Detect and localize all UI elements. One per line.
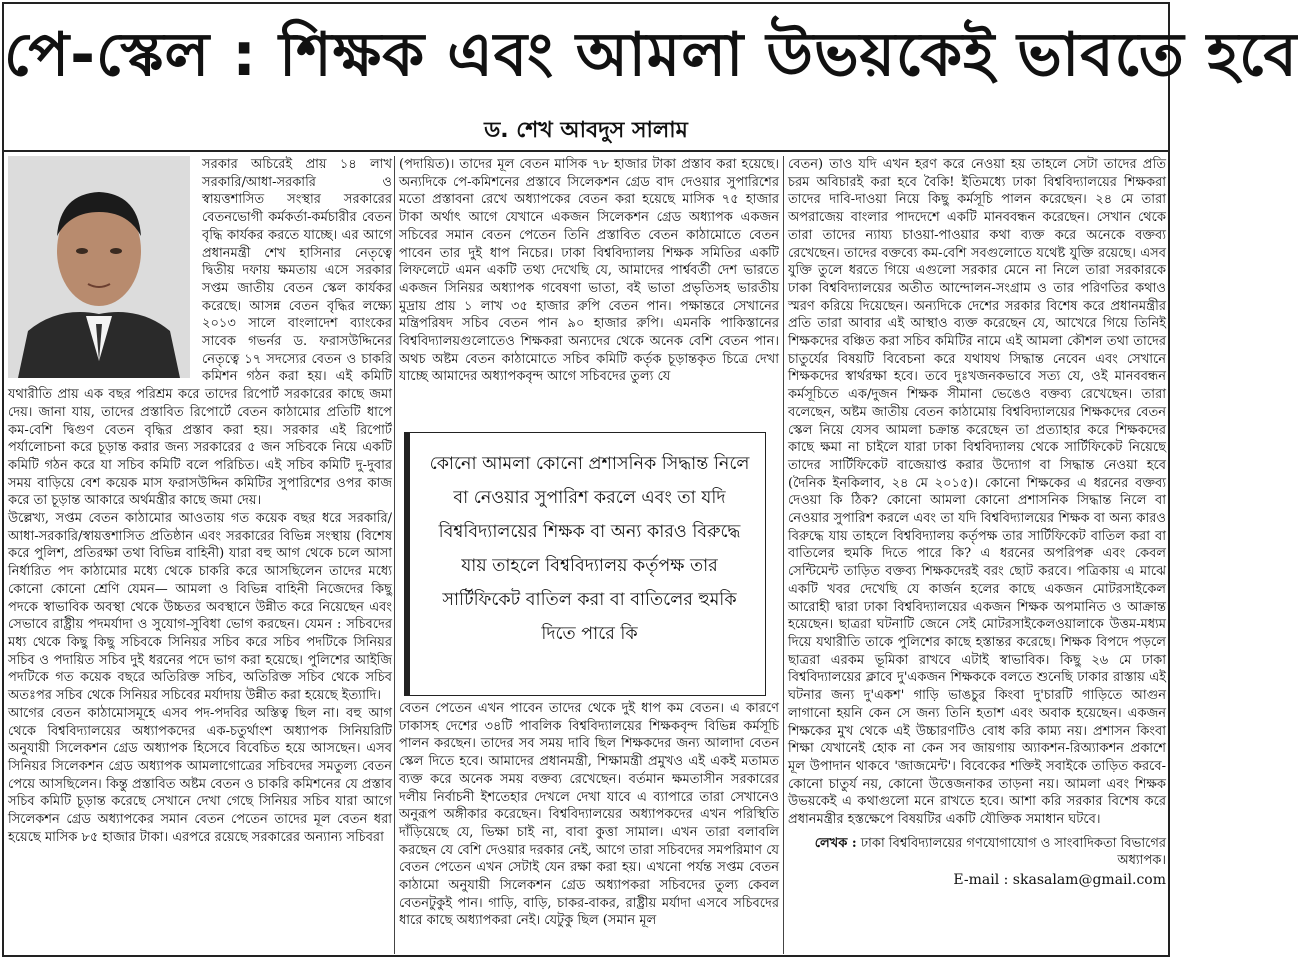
- paragraph: বেতন) তাও যদি এখন হরণ করে নেওয়া হয় তাহলে সেটা তাদের প্রতি চরম অবিচারই করা হবে বৈকি! ইতিমধ্যে ঢাকা বিশ্ববিদ্যালয়ের শিক্ষকরা তাদের দাবি-দাওয়া নিয়ে কিছু কর্মসূচি পালন করেছেন। ২৪ মে তারা অপরাজেয় বাংলার পাদদেশে একটি মানববন্ধন করেছেন। সেখান থেকে তারা তাদের ন্যায্য চাওয়া-পাওয়ার কথা ব্যক্ত করে অনেকে বক্তব্য রেখেছেন। তাদের বক্তব্যে কম-বেশি সবগুলোতে যথেষ্ট যুক্তি রয়েছে। এসব যুক্তি তুলে ধরতে গিয়ে এগুলো সরকার মেনে না নিলে তারা সরকারকে ঢাকা বিশ্ববিদ্যালয়ের অতীত আন্দোলন-সংগ্রাম ও তার পরিণতির কথাও স্মরণ করিয়ে দিয়েছেন। অন্যদিকে দেশের সরকার বিশেষ করে প্রধানমন্ত্রীর প্রতি তারা আবার এই আস্থাও ব্যক্ত করেছেন যে, আখেরে গিয়ে তিনিই শিক্ষকদের বঞ্চিত করা সচিব কমিটির নামে এই আমলা কৌশল তথা তাদের চাতুর্যের বিষয়টি বিবেচনা করে যথাযথ সিদ্ধান্ত নেবেন এবং সেখানে শিক্ষকদের স্বার্থরক্ষা হবে। তবে দুঃখজনকভাবে সত্য যে, ওই মানববন্ধন কর্মসূচিতে এক/দুজন শিক্ষক সীমানা ভেঙেও বক্তব্য রেখেছেন। তারা বলেছেন, অষ্টম জাতীয় বেতন কাঠামোয় বিশ্ববিদ্যালয়ের শিক্ষকদের বেতন স্কেল নিয়ে যেসব আমলা চক্রান্ত করেছেন তা প্রত্যাহার করে শিক্ষকদের কাছে ক্ষমা না চাইলে যারা ঢাকা বিশ্ববিদ্যালয় থেকে সার্টিফিকেট নিয়েছে তাদের সার্টিফিকেট বাজেয়াপ্ত করার উদ্যোগ বা সিদ্ধান্ত নেওয়া হবে (দৈনিক ইনকিলাব, ২৪ মে ২০১৫)। কোনো শিক্ষকের এ ধরনের বক্তব্য দেওয়া কি ঠিক? কোনো আমলা কোনো প্রশাসনিক সিদ্ধান্ত নিলে বা নেওয়ার সুপারিশ করলে এবং তা যদি বিশ্ববিদ্যালয়ের শিক্ষক বা অন্য কারও বিরুদ্ধে যায় তাহলে বিশ্ববিদ্যালয় কর্তৃপক্ষ তার সার্টিফিকেট বাতিল করা বা বাতিলের হুমকি দিতে পারে কি? এ ধরনের অপরিপক্ব এবং কেবল সেন্টিমেন্ট তাড়িত বক্তব্য শিক্ষকদেরই বরং ছোট করবে। পত্রিকায় এ মাঝে একটি খবর দেখেছি যে কার্জন হলের কাছে একজন মোটরসাইকেল আরোহী দ্বারা ঢাকা বিশ্ববিদ্যালয়ের একজন শিক্ষক অপমানিত ও আক্রান্ত হয়েছেন। ছাত্ররা ঘটনাটি জেনে সেই মোটরসাইকেলওয়ালাকে উত্তম-মধ্যম দিয়ে যথারীতি তাকে পুলিশের কাছে হস্তান্তর করেছে। শিক্ষক বিপদে পড়লে ছাত্ররা এরকম ভূমিকা রাখবে এটাই স্বাভাবিক। কিছু ২৬ মে ঢাকা বিশ্ববিদ্যালয়ের ক্লাবে দু'একজন শিক্ষককে বলতে শুনেছি ঢাকার রাস্তায় এই ঘটনার জন্য দু'একশ' গাড়ি ভাঙচুর কিংবা দু'চারটি গাড়িতে আগুন লাগানো হয়নি কেন সে জন্য তিনি হতাশ এবং অবাক হয়েছেন। একজন শিক্ষকের মুখ থেকে এই উচ্চারণটিও বোধ করি কাম্য নয়। প্রশাসন কিংবা শিক্ষা যেখানেই হোক না কেন সব জায়গায় অ্যাকশন-রিঅ্যাকশন প্রকাশে মূল উপাদান থাকবে 'জাজমেন্ট'। বিবেকের শক্তিই সবাইকে তাড়িত করবে-কোনো চাতুর্য নয়, কোনো উত্তেজনাকর তাড়না নয়। আমলা এবং শিক্ষক উভয়কেই এ কথাগুলো মনে রাখতে হবে। আশা করি সরকার বিশেষ করে প্রধানমন্ত্রীর হস্তক্ষেপে বিষয়টির একটি যৌক্তিক সমাধান ঘটবে।: [788, 157, 1166, 828]
- paragraph: উল্লেখ্য, সপ্তম বেতন কাঠামোর আওতায় গত কয়েক বছর ধরে সরকারি/আধা-সরকারি/স্বায়ত্তশাসিত প্রতিষ্ঠান এবং সরকারের বিভিন্ন সংস্থায় (বিশেষ করে পুলিশ, প্রতিরক্ষা তথা বিভিন্ন বাহিনী) যারা বহু আগ থেকে চলে আসা নির্ধারিত পদ কাঠামোর মধ্যে থেকে চাকরি করে আসছিলেন তাদের মধ্যে কোনো কোনো শ্রেণি যেমন— আমলা ও বিভিন্ন বাহিনী নিজেদের কিছু পদকে স্বাভাবিক অবস্থা থেকে উচ্চতর অবস্থানে উন্নীত করে নিয়েছেন এবং সেভাবে রাষ্ট্রীয় পদমর্যাদা ও সুযোগ-সুবিধা ভোগ করছেন। যেমন : সচিবদের মধ্য থেকে কিছু কিছু সচিবকে সিনিয়র সচিব করে সচিব পদটিকে সিনিয়র সচিব ও পদায়িত সচিব দুই ধরনের পদে ভাগ করা হয়েছে। পুলিশের আইজি পদটিকে গত কয়েক বছরে অতিরিক্ত সচিব, অতিরিক্ত সচিব থেকে সচিব অতঃপর সচিব থেকে সিনিয়র সচিবের মর্যাদায় উন্নীত করা হয়েছে ইত্যাদি।: [8, 511, 392, 704]
- paragraph: (পদায়িত)। তাদের মূল বেতন মাসিক ৭৮ হাজার টাকা প্রস্তাব করা হয়েছে। অন্যদিকে পে-কমিশনের প্রস্তাবে সিলেকশন গ্রেড বাদ দেওয়ার সুপারিশের মতো প্রস্তাবনা রেখে অধ্যাপকের বেতন করা হয়েছে মাসিক ৭৫ হাজার টাকা অর্থাৎ আগে যেখানে একজন সিলেকশন গ্রেড অধ্যাপক একজন সচিবের সমান বেতন পেতেন তিনি প্রস্তাবিত বেতন কাঠামোতে বেতন পাবেন তার দুই ধাপ নিচের। ঢাকা বিশ্ববিদ্যালয় শিক্ষক সমিতির একটি লিফলেটে এমন একটি তথ্য দেখেছি যে, আমাদের পার্শ্ববর্তী দেশ ভারতে একজন সিনিয়র অধ্যাপক গবেষণা ভাতা, বই ভাতা প্রভৃতিসহ ভারতীয় মুদ্রায় প্রায় ১ লাখ ৩৫ হাজার রুপি বেতন পান। পক্ষান্তরে সেখানের মন্ত্রিপরিষদ সচিব বেতন পান ৯০ হাজার রুপি। এমনকি পাকিস্তানের বিশ্ববিদ্যালয়গুলোতেও শিক্ষকরা অন্যদের থেকে অনেক বেশি বেতন পান। অথচ অষ্টম বেতন কাঠামোতে সচিব কমিটি কর্তৃক চূড়ান্তকৃত চিত্রে দেখা যাচ্ছে আমাদের অধ্যাপকবৃন্দ আগে সচিবদের তুল্য যে: [399, 157, 779, 385]
- paragraph: সরকার অচিরেই প্রায় ১৪ লাখ সরকারি/আধা-সরকারি ও স্বায়ত্তশাসিত সংস্থার সরকারের বেতনভোগী কর্মকর্তা-কর্মচারীর বেতন বৃদ্ধি কার্যকর করতে যাচ্ছে। এর আগে প্রধানমন্ত্রী শেখ হাসিনার নেতৃত্বে দ্বিতীয় দফায় ক্ষমতায় এসে সরকার সপ্তম জাতীয় বেতন স্কেল কার্যকর করেছে। আসন্ন বেতন বৃদ্ধির লক্ষ্যে ২০১৩ সালে বাংলাদেশ ব্যাংকের সাবেক গভর্নর ড. ফরাসউদ্দিনের নেতৃত্বে ১৭ সদস্যের বেতন ও চাকরি কমিশন গঠন করা হয়। এই কমিটি যথারীতি প্রায় এক বছর পরিশ্রম করে তাদের রিপোর্ট সরকারের কাছে জমা দেয়। জানা যায়, তাদের প্রস্তাবিত রিপোর্টে বেতন কাঠামোর প্রতিটি ধাপে কম-বেশি দ্বিগুণ বেতন বৃদ্ধির প্রস্তাব করা হয়। সরকার এই রিপোর্ট পর্যালোচনা করে চূড়ান্ত করার জন্য সরকারের ৫ জন সচিবকে নিয়ে একটি কমিটি গঠন করে যা সচিব কমিটি বলে পরিচিত। এই সচিব কমিটি দু-দুবার সময় বাড়িয়ে বেশ কয়েক মাস ফরাসউদ্দিন কমিটির সুপারিশের ওপর কাজ করে তা চূড়ান্ত আকারে অর্থমন্ত্রীর কাছে জমা দেয়।: [8, 157, 392, 509]
- author-email: E-mail : skasalam@gmail.com: [953, 872, 1166, 889]
- author-photo: [8, 156, 190, 378]
- pull-quote: কোনো আমলা কোনো প্রশাসনিক সিদ্ধান্ত নিলে বা নেওয়ার সুপারিশ করলে এবং তা যদি বিশ্ববিদ্যালয়ের শিক্ষক বা অন্য কারও বিরুদ্ধে যায় তাহলে বিশ্ববিদ্যালয় কর্তৃপক্ষ তার সার্টিফিকেট বাতিল করা বা বাতিলের হুমকি দিতে পারে কি: [404, 432, 766, 696]
- column-1: [8, 156, 392, 954]
- column-3: [788, 156, 1166, 954]
- author-credit: [788, 835, 1166, 870]
- paragraph: বেতন পেতেন এখন পাবেন তাদের থেকে দুই ধাপ কম বেতন। এ কারণে ঢাকাসহ দেশের ৩৪টি পাবলিক বিশ্ববিদ্যালয়ের শিক্ষকবৃন্দ বিভিন্ন কর্মসূচি পালন করছেন। তাদের সব সময় দাবি ছিল শিক্ষকদের জন্য আলাদা বেতন স্কেল দিতে হবে। আমাদের প্রধানমন্ত্রী, শিক্ষামন্ত্রী প্রমুখও এই একই মতামত ব্যক্ত করে অনেক সময় বক্তব্য রেখেছেন। বর্তমান ক্ষমতাসীন সরকারের দলীয় নির্বাচনী ইশতেহার দেখলে দেখা যাবে এ ব্যাপারে তারা সেখানেও অনুরূপ অঙ্গীকার করেছেন। বিশ্ববিদ্যালয়ের অধ্যাপকদের এখন পরিস্থিতি দাঁড়িয়েছে যে, ভিক্ষা চাই না, বাবা কুত্তা সামাল। এখন তারা বলাবলি করছেন যে বেশি দেওয়ার দরকার নেই, আগে তারা সচিবদের সমপরিমাণ যে বেতন পেতেন এখন সেটাই যেন রক্ষা করা হয়। এখনো পর্যন্ত সপ্তম বেতন কাঠামো অনুযায়ী সিলেকশন গ্রেড অধ্যাপকরা সচিবদের তুল্য কেবল বেতনটুকুই পান। গাড়ি, বাড়ি, চাকর-বাকর, রাষ্ট্রীয় মর্যাদা এসবে সচিবদের ধারে কাছে অধ্যাপকরা নেই। যেটুকু ছিল (সমান মূল: [399, 701, 779, 929]
- credit-label: লেখক :: [814, 835, 857, 851]
- column-divider-2: [783, 156, 784, 954]
- author-byline: ড. শেখ আবদুস সালাম: [484, 118, 688, 143]
- headline: পে-স্কেল : শিক্ষক এবং আমলা উভয়কেই ভাবতে হবে: [4, 20, 1298, 90]
- header-divider: [4, 150, 1168, 152]
- paragraph: আগের বেতন কাঠামোসমূহে এসব পদ-পদবির অস্তিত্ব ছিল না। বহু আগ থেকে বিশ্ববিদ্যালয়ের অধ্যাপকদের এক-চতুর্থাংশ অধ্যাপক সিনিয়রিটি অনুযায়ী সিলেকশন গ্রেড অধ্যাপক হিসেবে বিবেচিত হয়ে আসছেন। এসব সিনিয়র সিলেকশন গ্রেড অধ্যাপক আমলাগোত্রের সচিবদের সমতুল্য বেতন পেয়ে আসছিলেন। কিন্তু প্রস্তাবিত অষ্টম বেতন ও চাকরি কমিশনের যে প্রস্তাব সচিব কমিটি চূড়ান্ত করেছে সেখানে দেখা গেছে সিনিয়র সচিব যারা আগে সিলেকশন গ্রেড অধ্যাপকের সমান বেতন পেতেন তাদের মূল বেতন ধরা হয়েছে মাসিক ৮৫ হাজার টাকা। এরপরে রয়েছে সরকারের অন্যান্য সচিবরা: [8, 705, 392, 845]
- column-divider-1: [394, 156, 395, 954]
- article-frame: [2, 2, 1298, 957]
- credit-text: ঢাকা বিশ্ববিদ্যালয়ের গণযোগাযোগ ও সাংবাদিকতা বিভাগের অধ্যাপক।: [860, 835, 1166, 869]
